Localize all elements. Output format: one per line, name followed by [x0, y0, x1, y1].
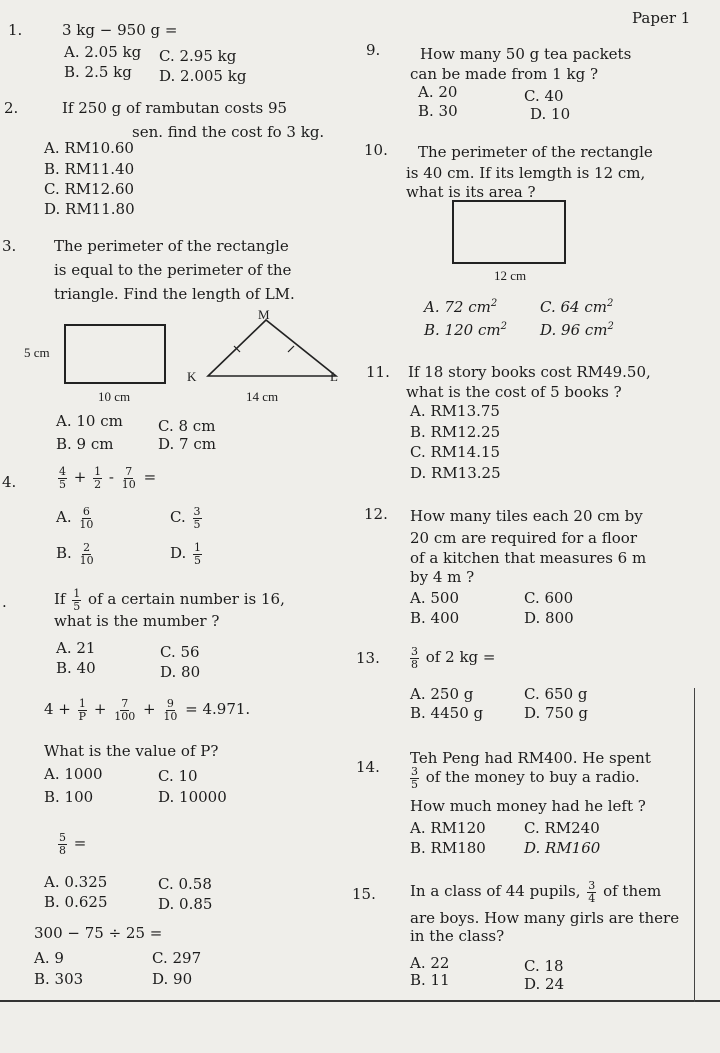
- q5-stem-line2: what is the mumber ?: [54, 612, 220, 630]
- q13-option-b: B. 4450 g: [410, 704, 484, 722]
- q3-stem-line1: The perimeter of the rectangle: [54, 237, 289, 255]
- q6-option-b: B. 100: [44, 788, 94, 806]
- q5-stem-line1: If $\frac{1}{5}$ of a certain number is 16,: [54, 587, 285, 613]
- q3-number: 3.: [2, 237, 17, 255]
- q2-option-a: A. RM10.60: [44, 139, 134, 157]
- q9-option-a: A. 20: [418, 83, 458, 101]
- q3-option-a: A. 10 cm: [56, 412, 123, 430]
- q3-rect-height-label: 5 cm: [24, 345, 50, 360]
- q11-option-b: B. RM12.25: [410, 423, 501, 441]
- q9-option-b: B. 30: [418, 102, 458, 120]
- q5-option-b: B. 40: [56, 659, 96, 677]
- q1-option-b: B. 2.5 kg: [64, 63, 132, 81]
- page-bottom-rule: [0, 1000, 720, 1002]
- q7-option-b: B. 0.625: [44, 893, 108, 911]
- q11-option-a: A. RM13.75: [410, 402, 500, 420]
- q2-stem-line1: If 250 g of rambutan costs 95: [62, 99, 288, 117]
- q5-option-a: A. 21: [56, 639, 96, 657]
- q13-number: 13.: [356, 649, 380, 667]
- q7-option-d: D. 0.85: [158, 895, 213, 913]
- q15-stem-line2: are boys. How many girls are there: [410, 909, 680, 927]
- q3-stem-line3: triangle. Find the length of LM.: [54, 285, 295, 303]
- q5-option-c: C. 56: [160, 643, 200, 661]
- q10-stem-line1: The perimeter of the rectangle: [418, 143, 653, 161]
- q14-option-a: A. RM120: [410, 819, 486, 837]
- q15-option-b: B. 11: [410, 971, 450, 989]
- q11-number: 11.: [366, 363, 390, 381]
- q14-option-b: B. RM180: [410, 839, 486, 857]
- q3-option-b: B. 9 cm: [56, 435, 114, 453]
- q3-rectangle: [64, 324, 166, 384]
- q3-option-c: C. 8 cm: [158, 417, 216, 435]
- q12-number: 12.: [364, 505, 388, 523]
- q2-stem-line2: sen. find the cost fo 3 kg.: [132, 123, 325, 141]
- q12-option-b: B. 400: [410, 609, 460, 627]
- q14-number: 14.: [356, 758, 380, 776]
- q15-option-a: A. 22: [410, 954, 450, 972]
- q5-number: .: [2, 593, 7, 611]
- q14-stem-line3: How much money had he left ?: [410, 797, 646, 815]
- q4-number: 4.: [2, 473, 17, 491]
- q4-option-b: B. $\frac{2}{10}$: [56, 541, 94, 567]
- q7-option-a: A. 0.325: [44, 873, 108, 891]
- q6-option-c: C. 10: [158, 767, 198, 785]
- q9-stem-line2: can be made from 1 kg ?: [410, 65, 598, 83]
- q5-option-d: D. 80: [160, 663, 201, 681]
- q12-stem-line3: of a kitchen that measures 6 m: [410, 549, 647, 567]
- q1-option-c: C. 2.95 kg: [159, 47, 237, 65]
- q14-option-d: D. RM160: [524, 839, 601, 857]
- q2-option-d: D. RM11.80: [44, 200, 135, 218]
- q12-stem-line4: by 4 m ?: [410, 568, 475, 586]
- q10-number: 10.: [364, 141, 388, 159]
- q3-rect-width-label: 10 cm: [98, 389, 131, 404]
- q3-option-d: D. 7 cm: [158, 435, 216, 453]
- q3-stem-line2: is equal to the perimeter of the: [54, 261, 292, 279]
- q7-option-c: C. 0.58: [158, 875, 212, 893]
- q15-stem-line1: In a class of 44 pupils, $\frac{3}{4}$ of them: [410, 879, 662, 905]
- q6-stem: What is the value of P?: [44, 742, 219, 760]
- q6-option-d: D. 10000: [158, 788, 227, 806]
- q14-stem-line1: Teh Peng had RM400. He spent: [410, 749, 651, 767]
- q13-option-a: A. 250 g: [410, 685, 474, 703]
- q13-option-d: D. 750 g: [524, 704, 589, 722]
- q8-option-a: A. 9: [34, 949, 64, 967]
- q10-stem-line3: what is its area ?: [406, 183, 536, 201]
- q4-option-d: D. $\frac{1}{5}$: [170, 541, 202, 567]
- q3-vertex-l: L: [330, 369, 338, 384]
- q15-number: 15.: [352, 885, 376, 903]
- q14-stem-line2: $\frac{3}{5}$ of the money to buy a radio.: [411, 765, 640, 791]
- q10-rect-width-label: 12 cm: [494, 268, 527, 283]
- q1-option-a: A. 2.05 kg: [64, 43, 142, 61]
- paper-label: Paper 1: [632, 9, 691, 27]
- q15-option-c: C. 18: [524, 957, 564, 975]
- q12-option-a: A. 500: [410, 589, 459, 607]
- q1-option-d: D. 2.005 kg: [159, 67, 247, 85]
- q10-rectangle: [452, 200, 566, 264]
- q3-vertex-k: K: [187, 369, 197, 384]
- q4-option-c: C. $\frac{3}{5}$: [170, 505, 201, 531]
- q15-stem-line3: in the class?: [410, 927, 505, 945]
- q11-stem-line2: what is the cost of 5 books ?: [406, 383, 622, 401]
- q8-option-c: C. 297: [152, 949, 202, 967]
- q1-stem: 3 kg − 950 g =: [62, 21, 178, 39]
- q10-stem-line2: is 40 cm. If its lemgth is 12 cm,: [406, 164, 646, 182]
- q9-number: 9.: [366, 41, 381, 59]
- q11-option-c: C. RM14.15: [410, 443, 501, 461]
- q8-stem: 300 − 75 ÷ 25 =: [34, 924, 163, 942]
- q13-option-c: C. 650 g: [524, 685, 588, 703]
- q4-option-a: A. $\frac{6}{10}$: [56, 505, 94, 531]
- q8-option-b: B. 303: [34, 970, 84, 988]
- q10-option-d: D. 96 $cm^2$: [540, 321, 614, 339]
- q14-option-c: C. RM240: [524, 819, 600, 837]
- q11-option-d: D. RM13.25: [410, 464, 501, 482]
- right-margin-rule: [694, 688, 695, 1002]
- q12-stem-line2: 20 cm are required for a floor: [410, 529, 637, 547]
- q10-option-b: B. 120 $cm^2$: [424, 321, 507, 339]
- q2-option-b: B. RM11.40: [44, 160, 135, 178]
- q3-triangle: [196, 318, 346, 386]
- q12-option-d: D. 800: [524, 609, 574, 627]
- q3-base-label: 14 cm: [246, 389, 279, 404]
- q2-option-c: C. RM12.60: [44, 180, 135, 198]
- q9-option-d: D. 10: [530, 105, 571, 123]
- q6-option-a: A. 1000: [44, 765, 103, 783]
- q10-option-a: A. 72 $cm^2$: [424, 298, 498, 316]
- q9-stem-line1: How many 50 g tea packets: [420, 45, 632, 63]
- q9-option-c: C. 40: [524, 87, 564, 105]
- q12-stem-line1: How many tiles each 20 cm by: [410, 507, 643, 525]
- q1-number: 1.: [8, 21, 23, 39]
- q4-expression: $\frac{4}{5}$ + $\frac{1}{2}$ - $\frac{7}{10}$ =: [59, 465, 157, 491]
- q2-number: 2.: [4, 99, 19, 117]
- q3-vertex-m: M: [258, 307, 270, 322]
- q6-equation: 4 + $\frac{1}{P}$ + $\frac{7}{100}$ + $\frac{9}{10}$ = 4.971.: [44, 697, 251, 723]
- q15-option-d: D. 24: [524, 975, 565, 993]
- q10-option-c: C. 64 $cm^2$: [540, 298, 614, 316]
- q13-stem: $\frac{3}{8}$ of 2 kg =: [411, 645, 496, 671]
- q11-stem-line1: If 18 story books cost RM49.50,: [408, 363, 651, 381]
- q8-option-d: D. 90: [152, 970, 193, 988]
- q7-expression: $\frac{5}{8}$ =: [59, 831, 87, 857]
- q12-option-c: C. 600: [524, 589, 574, 607]
